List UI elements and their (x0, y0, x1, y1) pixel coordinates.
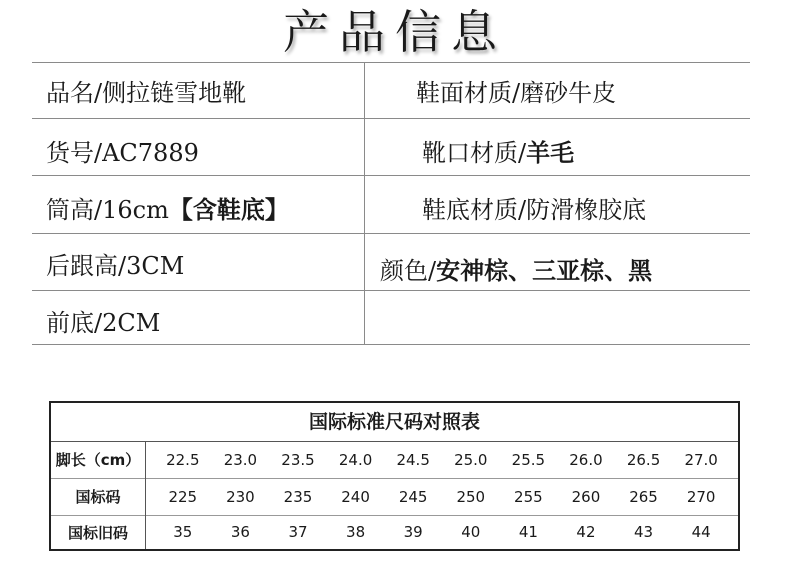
item-number: 货号/AC7889 (46, 139, 199, 167)
sole-material: 鞋底材质/防滑橡胶底 (422, 196, 647, 224)
color-label: 颜色/ (380, 257, 437, 285)
grid-line (32, 175, 750, 176)
size-cell: 39 (403, 523, 423, 541)
size-cell: 44 (691, 523, 711, 541)
size-cell: 43 (634, 523, 654, 541)
size-cell: 230 (226, 487, 255, 506)
size-cell: 255 (514, 487, 543, 506)
size-cell: 25.5 (511, 450, 546, 469)
heel-height: 后跟高/3CM (46, 252, 185, 280)
size-cell: 24.5 (396, 450, 430, 469)
size-row-foot-length (51, 441, 738, 479)
size-cell: 240 (341, 487, 370, 506)
size-cell: 42 (576, 523, 596, 541)
size-cell: 225 (168, 487, 198, 506)
shaft-height-label: 筒高/16cm (46, 196, 169, 224)
size-cell: 235 (283, 487, 313, 506)
shaft-height-note: 【含鞋底】 (168, 196, 289, 224)
size-row-national (51, 478, 738, 516)
grid-line (32, 344, 750, 345)
shaft-height (46, 195, 289, 225)
grid-line (32, 62, 750, 63)
size-cell: 41 (518, 523, 538, 541)
row-header: 国标码 (51, 478, 146, 515)
size-cell: 35 (173, 523, 193, 541)
page-title: 产品信息 (283, 5, 507, 59)
size-chart (49, 401, 740, 551)
color-values: 安神棕、三亚棕、黑 (436, 257, 653, 285)
grid-line (32, 233, 750, 234)
size-cell: 24.0 (338, 450, 373, 469)
upper-material: 鞋面材质/磨砂牛皮 (416, 79, 617, 107)
size-cell: 22.5 (166, 450, 200, 469)
size-chart-title: 国际标准尺码对照表 (51, 403, 738, 442)
size-row-old-national (51, 515, 738, 549)
grid-line (32, 118, 750, 119)
size-cell: 250 (456, 487, 486, 506)
front-sole-height: 前底/2CM (46, 309, 161, 337)
grid-divider (364, 62, 365, 344)
size-cell: 37 (288, 523, 308, 541)
product-name: 品名/侧拉链雪地靴 (46, 79, 247, 107)
size-cell: 23.5 (281, 450, 315, 469)
size-cell: 23.0 (223, 450, 258, 469)
collar-material-value: 羊毛 (526, 139, 575, 167)
size-cell: 245 (398, 487, 428, 506)
size-cell: 260 (571, 487, 601, 506)
row-header: 脚长（cm） (51, 441, 146, 478)
size-cell: 26.0 (569, 450, 603, 469)
size-cell: 40 (461, 523, 481, 541)
size-cell: 27.0 (684, 450, 718, 469)
row-header: 国标旧码 (51, 515, 146, 549)
size-cell: 38 (346, 523, 366, 541)
collar-material (422, 138, 574, 168)
size-cell: 265 (629, 487, 658, 506)
color-options (380, 256, 652, 286)
size-cell: 25.0 (454, 450, 488, 469)
size-cell: 36 (230, 523, 250, 541)
size-cell: 26.5 (626, 450, 661, 469)
size-cell: 270 (686, 487, 716, 506)
grid-line (32, 290, 750, 291)
collar-material-label: 靴口材质/ (422, 139, 527, 167)
